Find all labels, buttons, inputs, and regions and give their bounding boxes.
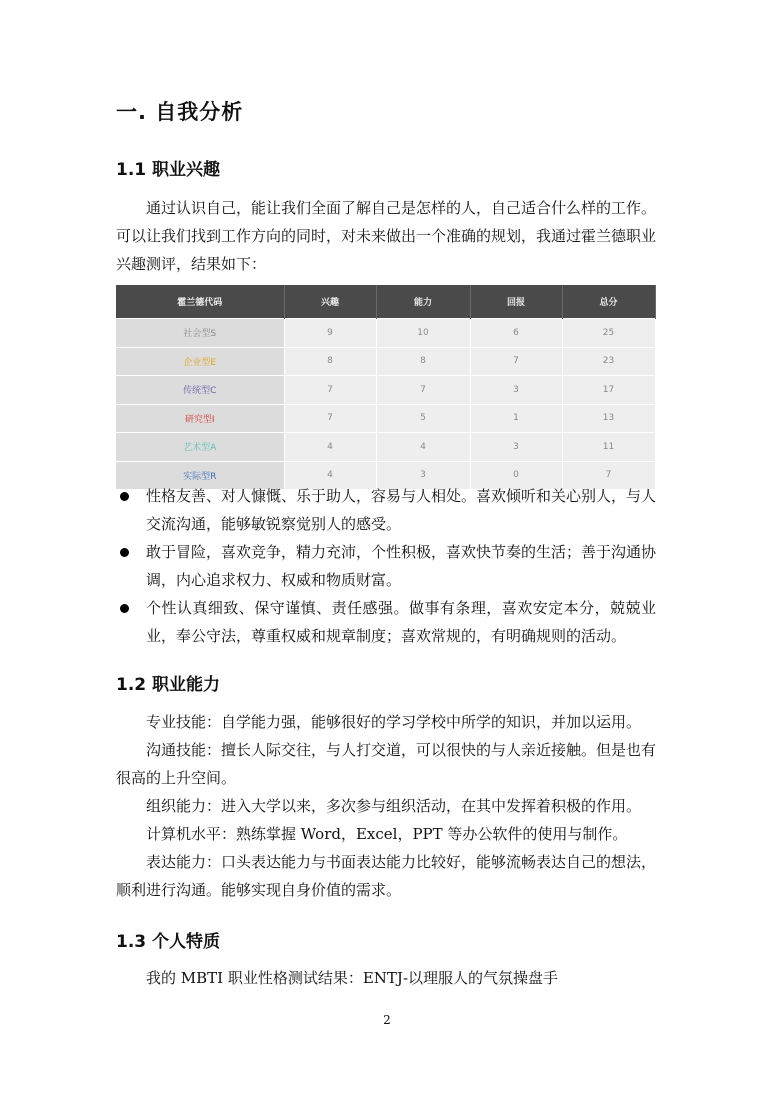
table-header-ability: 能力 (376, 285, 470, 319)
interest-intro-paragraph (116, 194, 656, 278)
table-header-total: 总分 (562, 285, 655, 319)
table-cell: 25 (562, 319, 655, 348)
table-cell: 0 (470, 461, 562, 489)
table-row (116, 376, 655, 405)
ability-line-communication: 沟通技能：擅长人际交往，与人打交道，可以很快的与人亲近接触。但是也有很高的上升空间。 (116, 741, 657, 787)
table-cell: 13 (562, 404, 655, 433)
bullet-dot-icon (120, 604, 129, 613)
list-item-text: 个性认真细致、保守谨慎、责任感强。做事有条理，喜欢安定本分，兢兢业业，奉公守法，尊重权威和规章制度；喜欢常规的，有明确规则的活动。 (146, 599, 656, 645)
mbti-result-text: 我的 MBTI 职业性格测试结果：ENTJ-以理服人的气氛操盘手 (146, 969, 559, 987)
table-row (116, 404, 655, 433)
table-cell: 8 (376, 347, 470, 376)
ability-paragraphs (116, 708, 656, 904)
table-cell: 5 (376, 404, 470, 433)
table-header-reward: 回报 (470, 285, 562, 319)
section-title-interest: 1.1 职业兴趣 (116, 160, 221, 180)
table-cell-code: 传统型C (116, 376, 284, 405)
table-cell: 11 (562, 433, 655, 462)
ability-line-professional: 专业技能：自学能力强，能够很好的学习学校中所学的知识，并加以运用。 (146, 713, 642, 731)
table-row (116, 433, 655, 462)
table-header-row (116, 285, 655, 319)
table-cell: 1 (470, 404, 562, 433)
table-row (116, 347, 655, 376)
trait-bullet-list (116, 482, 656, 650)
table-cell: 3 (376, 461, 470, 489)
chapter-heading: 一. 自我分析 (116, 100, 244, 124)
table-cell: 10 (376, 319, 470, 348)
table-cell: 7 (470, 347, 562, 376)
table-cell: 4 (376, 433, 470, 462)
table-cell-code: 研究型I (116, 404, 284, 433)
list-item-text: 性格友善、对人慷慨、乐于助人，容易与人相处。喜欢倾听和关心别人，与人交流沟通，能够敏锐察觉别人的感受。 (146, 487, 657, 533)
table-cell: 6 (470, 319, 562, 348)
bullet-dot-icon (120, 492, 129, 501)
table-cell-code: 艺术型A (116, 433, 284, 462)
ability-line-computer: 计算机水平：熟练掌握 Word，Excel，PPT 等办公软件的使用与制作。 (146, 825, 628, 843)
table-cell: 3 (470, 376, 562, 405)
table-header-interest: 兴趣 (284, 285, 376, 319)
table-header-code: 霍兰德代码 (116, 285, 284, 319)
table-cell: 7 (284, 376, 376, 405)
table-cell: 4 (284, 461, 376, 489)
bullet-dot-icon (120, 548, 129, 557)
ability-line-organization: 组织能力：进入大学以来，多次参与组织活动，在其中发挥着积极的作用。 (146, 797, 642, 815)
ability-line-expression: 表达能力：口头表达能力与书面表达能力比较好，能够流畅表达自己的想法，顺利进行沟通。能够实现自身价值的需求。 (116, 853, 657, 899)
table-cell: 17 (562, 376, 655, 405)
table-cell: 7 (562, 461, 655, 489)
table-cell: 3 (470, 433, 562, 462)
traits-paragraph (116, 964, 656, 992)
section-title-ability: 1.2 职业能力 (116, 675, 221, 695)
list-item-text: 敢于冒险，喜欢竞争，精力充沛，个性积极，喜欢快节奏的生活；善于沟通协调，内心追求权力、权威和物质财富。 (146, 543, 657, 589)
table-cell: 4 (284, 433, 376, 462)
table-cell: 9 (284, 319, 376, 348)
table-cell-code: 社会型S (116, 319, 284, 348)
list-item (116, 594, 656, 650)
page-number: 2 (383, 1013, 391, 1027)
list-item (116, 482, 656, 538)
table-cell: 8 (284, 347, 376, 376)
table-cell-code: 实际型R (116, 461, 284, 489)
holland-results-table (116, 285, 656, 489)
table-cell: 23 (562, 347, 655, 376)
section-title-traits: 1.3 个人特质 (116, 932, 221, 952)
table-cell-code: 企业型E (116, 347, 284, 376)
table-cell: 7 (376, 376, 470, 405)
table-row (116, 319, 655, 348)
list-item (116, 538, 656, 594)
table-cell: 7 (284, 404, 376, 433)
interest-intro-text: 通过认识自己，能让我们全面了解自己是怎样的人，自己适合什么样的工作。可以让我们找到工作方向的同时，对未来做出一个准确的规划，我通过霍兰德职业兴趣测评，结果如下： (116, 199, 657, 273)
